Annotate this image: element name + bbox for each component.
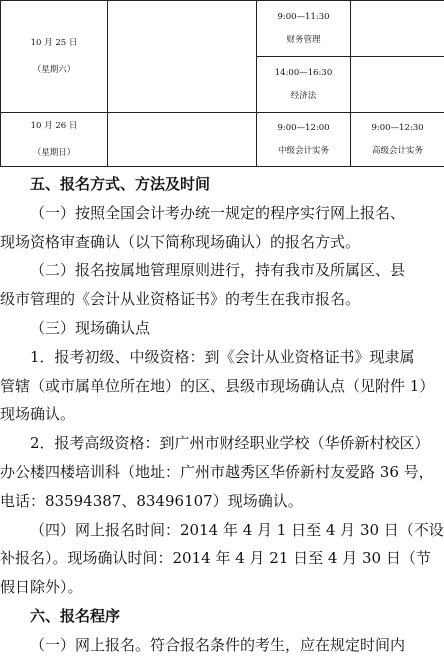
session-subject: 中级会计实务 [257,147,350,156]
exam-weekday: （星期六） [1,66,107,75]
exam-date: 10 月 26 日 [1,122,107,131]
subsection-title: （三）现场确认点 [0,314,444,343]
paragraph-line: 级市管理的《会计从业资格证书》的考生在我市报名。 [0,285,444,314]
session-time: 9:00—12:30 [351,124,444,133]
section-heading: 五、报名方式、方法及时间 [0,170,444,199]
exam-weekday: （星期日） [1,149,107,158]
session-subject: 财务管理 [257,36,350,45]
empty-cell [351,57,444,113]
session-cell [257,113,351,167]
empty-cell [351,1,444,57]
session-time: 9:00—11:30 [257,13,350,22]
date-cell [1,113,108,167]
session-subject: 经济法 [257,92,350,101]
empty-cell [108,113,257,167]
paragraph-line: （一）网上报名。符合报名条件的考生，应在规定时间内 [0,631,444,660]
session-time: 14:00—16:30 [257,69,350,78]
session-subject: 高级会计实务 [351,147,444,156]
section-heading: 六、报名程序 [0,602,444,631]
paragraph-line: 补报名）。现场确认时间：2014 年 4 月 21 日至 4 月 30 日（节 [0,544,444,573]
exam-date: 10 月 25 日 [1,39,107,48]
paragraph-line: 1．报考初级、中级资格：到《会计从业资格证书》现隶属 [0,343,444,372]
session-time: 9:00—12:00 [257,124,350,133]
paragraph-line: 现场资格审查确认（以下简称现场确认）的报名方式。 [0,228,444,257]
date-cell [1,1,108,113]
empty-cell [108,1,257,113]
paragraph-line: （四）网上报名时间：2014 年 4 月 1 日至 4 月 30 日（不设 [0,516,444,545]
paragraph-line: 假日除外）。 [0,573,444,602]
paragraph-line: 2．报考高级资格：到广州市财经职业学校（华侨新村校区） [0,429,444,458]
session-cell [257,1,351,57]
exam-schedule-table [0,0,444,167]
paragraph-line: 办公楼四楼培训科（地址：广州市越秀区华侨新村友爱路 36 号， [0,458,444,487]
paragraph-line: 现场确认。 [0,400,444,429]
session-cell [257,57,351,113]
paragraph-line: （一）按照全国会计考办统一规定的程序实行网上报名、 [0,199,444,228]
document-body [0,170,444,660]
paragraph-line: （二）报名按属地管理原则进行，持有我市及所属区、县 [0,256,444,285]
paragraph-line: 管辖（或市属单位所在地）的区、县级市现场确认点（见附件 1） [0,372,444,401]
paragraph-line: 电话：83594387、83496107）现场确认。 [0,487,444,516]
session-cell [351,113,444,167]
